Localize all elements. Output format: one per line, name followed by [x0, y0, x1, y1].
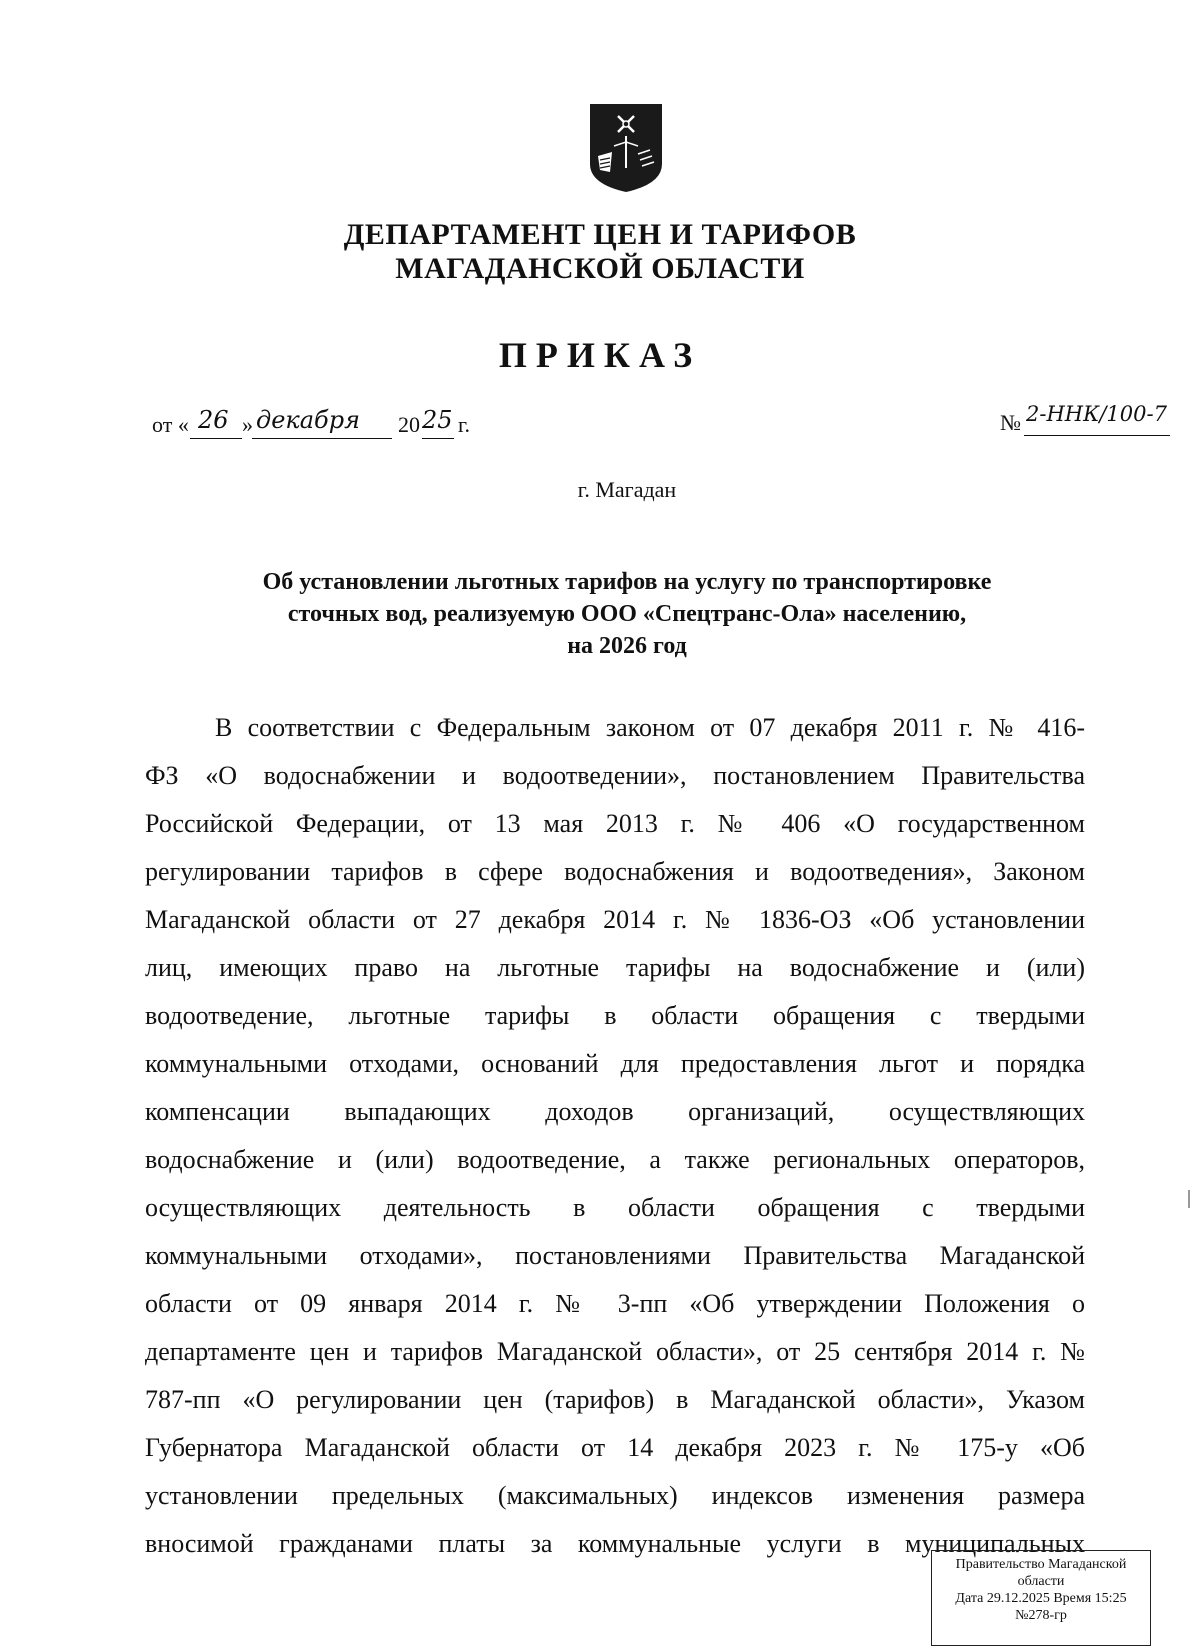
- subject-line: на 2026 год: [567, 633, 687, 659]
- body-line: области от 09 января 2014 г. № 3-пп «Об утверждении Положения о: [145, 1289, 1085, 1318]
- org-name-line1: ДЕПАРТАМЕНТ ЦЕН И ТАРИФОВ: [343, 218, 857, 251]
- body-line: регулировании тарифов в сфере водоснабжения и водоотведения», Законом: [145, 857, 1085, 886]
- date-month-handwritten: декабря: [256, 406, 360, 434]
- stamp-line: области: [1017, 1574, 1065, 1589]
- body-line: водоснабжение и (или) водоотведение, а также региональных операторов,: [145, 1145, 1085, 1174]
- date-suffix: г.: [458, 412, 471, 437]
- subject-line: сточных вод, реализуемую ООО «Спецтранс-Ола» населению,: [287, 601, 967, 627]
- body-line: ФЗ «О водоснабжении и водоотведении», постановлением Правительства: [145, 761, 1085, 790]
- date-month-underline: [252, 438, 392, 439]
- body-line: 787-пп «О регулировании цен (тарифов) в Магаданской области», Указом: [145, 1385, 1085, 1414]
- stamp-line: Дата 29.12.2025 Время 15:25: [955, 1591, 1127, 1606]
- scan-margin-mark: [1188, 1190, 1190, 1208]
- body-line: Губернатора Магаданской области от 14 декабря 2023 г. № 175-у «Об: [145, 1433, 1085, 1462]
- date-day-underline: [190, 438, 242, 439]
- org-name-line2: МАГАДАНСКОЙ ОБЛАСТИ: [395, 252, 805, 285]
- body-line: компенсации выпадающих доходов организаций, осуществляющих: [145, 1097, 1085, 1126]
- body-line: коммунальными отходами», постановлениями Правительства Магаданской: [145, 1241, 1085, 1270]
- body-line: установлении предельных (максимальных) индексов изменения размера: [145, 1481, 1085, 1510]
- body-line: Магаданской области от 27 декабря 2014 г. № 1836-ОЗ «Об установлении: [145, 905, 1085, 934]
- body-line: лиц, имеющих право на льготные тарифы на водоснабжение и (или): [145, 953, 1085, 982]
- body-line: В соответствии с Федеральным законом от 07 декабря 2011 г. № 416-: [215, 713, 1085, 742]
- body-line: коммунальными отходами, оснований для предоставления льгот и порядка: [145, 1049, 1085, 1078]
- date-prefix: от «: [152, 412, 189, 437]
- date-mid-quote: »: [242, 412, 253, 437]
- body-line: вносимой гражданами платы за коммунальные услуги в муниципальных: [145, 1529, 1085, 1558]
- body-line: департаменте цен и тарифов Магаданской области», от 25 сентября 2014 г. №: [145, 1337, 1085, 1366]
- registration-stamp: [931, 1550, 1151, 1646]
- number-prefix: №: [1000, 410, 1021, 435]
- city-name: г. Магадан: [577, 477, 677, 502]
- number-underline: [1024, 435, 1170, 436]
- stamp-line: №278-гр: [1015, 1608, 1067, 1623]
- body-line: осуществляющих деятельность в области обращения с твердыми: [145, 1193, 1085, 1222]
- body-line: Российской Федерации, от 13 мая 2013 г. № 406 «О государственном: [145, 809, 1085, 838]
- order-subject: [0, 566, 1200, 662]
- date-year-prefix: 20: [398, 412, 420, 437]
- document-type-title: ПРИКАЗ: [498, 335, 702, 375]
- stamp-line: Правительство Магаданской: [955, 1557, 1127, 1572]
- number-value-handwritten: 2-ННК/100-7: [1026, 402, 1167, 426]
- order-number: [1000, 402, 1170, 438]
- date-year-underline: [422, 438, 454, 439]
- date-day-handwritten: 26: [198, 406, 229, 434]
- order-date: [152, 406, 512, 442]
- body-line: водоотведение, льготные тарифы в области обращения с твердыми: [145, 1001, 1085, 1030]
- coat-of-arms-emblem: [588, 102, 664, 194]
- body-paragraph: [145, 704, 1085, 1568]
- date-year-handwritten: 25: [422, 406, 453, 434]
- subject-line: Об установлении льготных тарифов на услугу по транспортировке: [262, 569, 992, 595]
